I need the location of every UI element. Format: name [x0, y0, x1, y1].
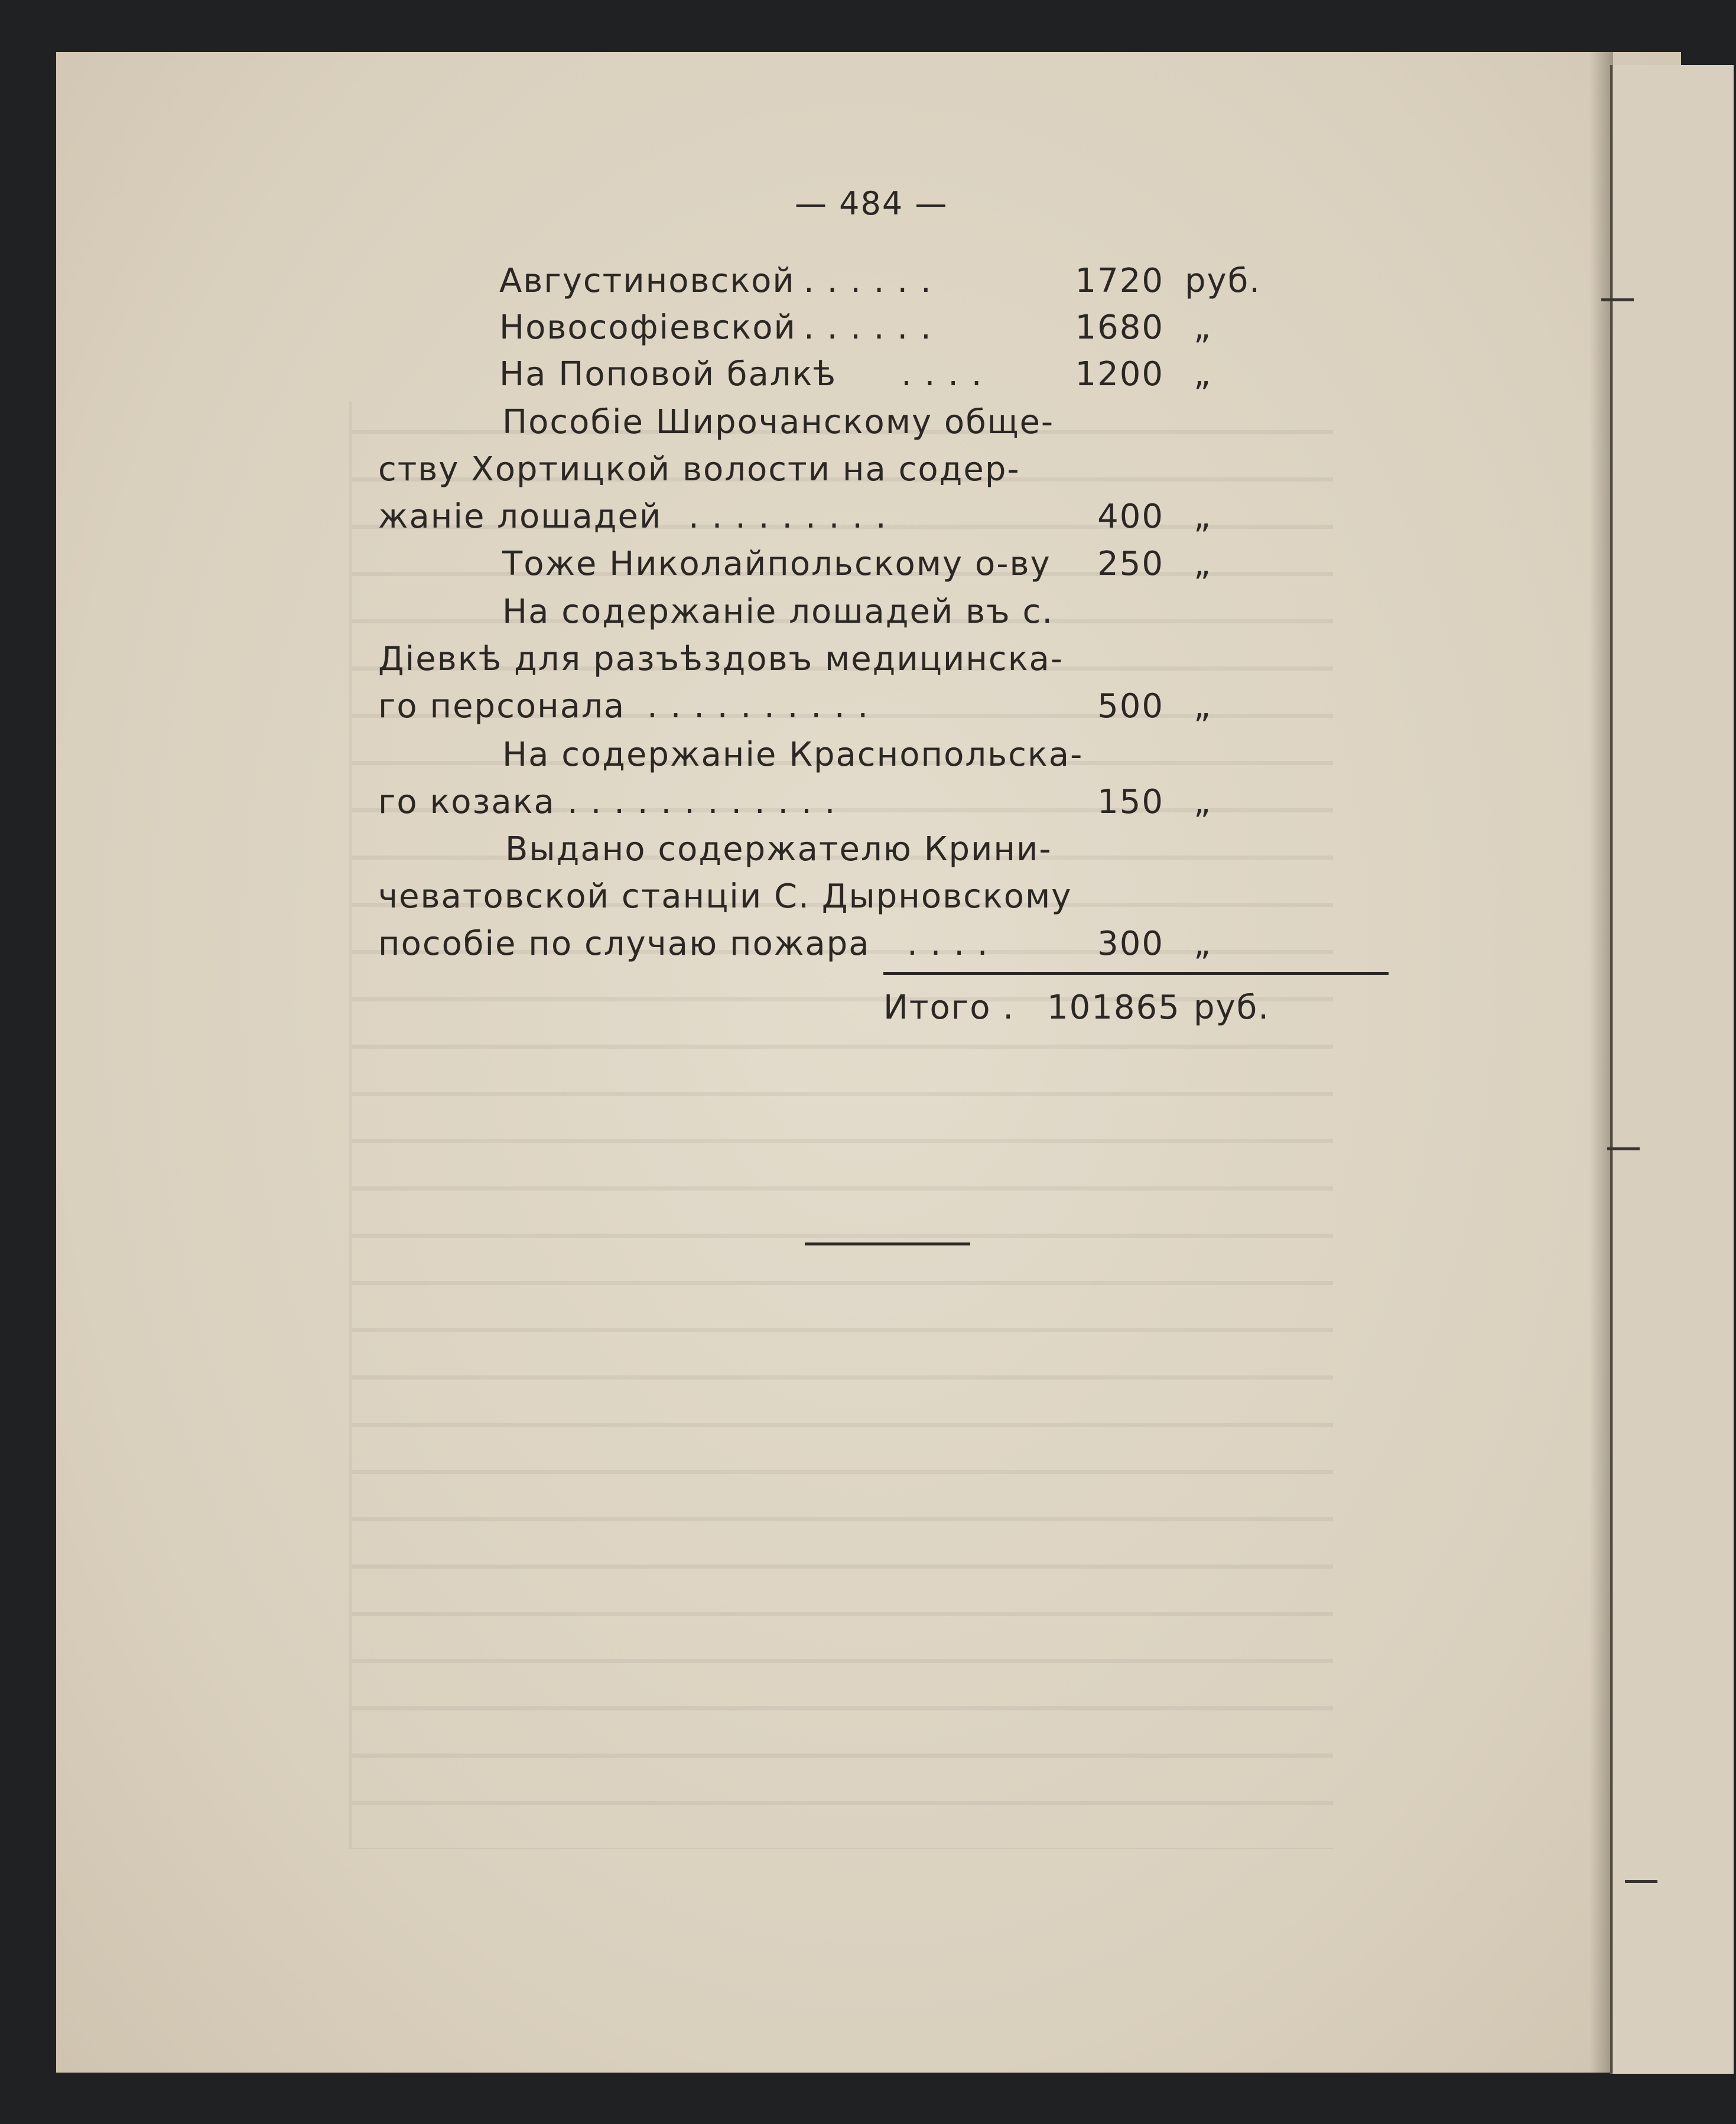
row-dots: . . . . [907, 925, 989, 963]
page-edge-mark [1607, 1147, 1640, 1150]
row-dots: . . . . . . . . . . [647, 687, 870, 726]
row-unit: „ [1194, 545, 1212, 583]
entry-line: ству Хортицкой волости на содер- [378, 450, 1020, 489]
row-unit: руб. [1185, 262, 1262, 300]
entry-line: Пособіе Широчанскому обще- [502, 403, 1055, 441]
entry-line: Выдано содержателю Крини- [505, 830, 1052, 869]
entry-line: На содержаніе лошадей въ с. [502, 593, 1054, 631]
page-number: — 484 — [795, 185, 948, 222]
row-dots: . . . . [901, 355, 983, 393]
total-amount: 101865 [1047, 988, 1181, 1027]
entry-line: жаніе лошадей [378, 497, 662, 536]
row-amount: 250 [1097, 545, 1164, 583]
page-gutter-shadow [1589, 52, 1613, 2073]
row-amount: 1200 [1075, 355, 1164, 393]
end-rule [805, 1242, 970, 1245]
row-dots: . . . . . . . . . . . . [567, 783, 837, 821]
entry-line: пособіе по случаю пожара [378, 925, 870, 963]
row-amount: 1680 [1075, 308, 1164, 347]
entry-line: На содержаніе Краснопольска- [502, 736, 1084, 774]
row-text: Новософіевской [499, 308, 797, 347]
total-rule [883, 972, 1389, 975]
row-amount: 150 [1097, 783, 1164, 821]
page-edge-mark [1601, 298, 1634, 301]
entry-line: Тоже Николайпольскому о-ву [502, 545, 1051, 583]
row-amount: 400 [1097, 497, 1164, 536]
row-unit: „ [1194, 308, 1212, 347]
entry-line: го персонала [378, 687, 626, 726]
total-unit: руб. [1194, 988, 1270, 1027]
row-dots: . . . . . . . . . [688, 497, 887, 536]
row-amount: 1720 [1075, 262, 1164, 300]
row-amount: 300 [1097, 925, 1164, 963]
row-unit: „ [1194, 497, 1212, 536]
row-unit: „ [1194, 355, 1212, 393]
entry-line: Діевкѣ для разъѣздовъ медицинска- [378, 640, 1064, 678]
row-unit: „ [1194, 783, 1212, 821]
row-text: На Поповой балкѣ [499, 355, 837, 393]
facing-page [1610, 65, 1734, 2074]
row-amount: 500 [1097, 687, 1164, 726]
row-dots: . . . . . . [804, 308, 932, 347]
row-text: Августиновской [499, 262, 795, 300]
page-edge-mark [1625, 1880, 1657, 1883]
row-unit: „ [1194, 925, 1212, 963]
row-dots: . . . . . . [804, 262, 932, 300]
entry-line: чеватовской станціи С. Дырновскому [378, 877, 1072, 916]
row-unit: „ [1194, 687, 1212, 726]
total-label: Итого . [883, 988, 1015, 1027]
entry-line: го козака [378, 783, 555, 821]
